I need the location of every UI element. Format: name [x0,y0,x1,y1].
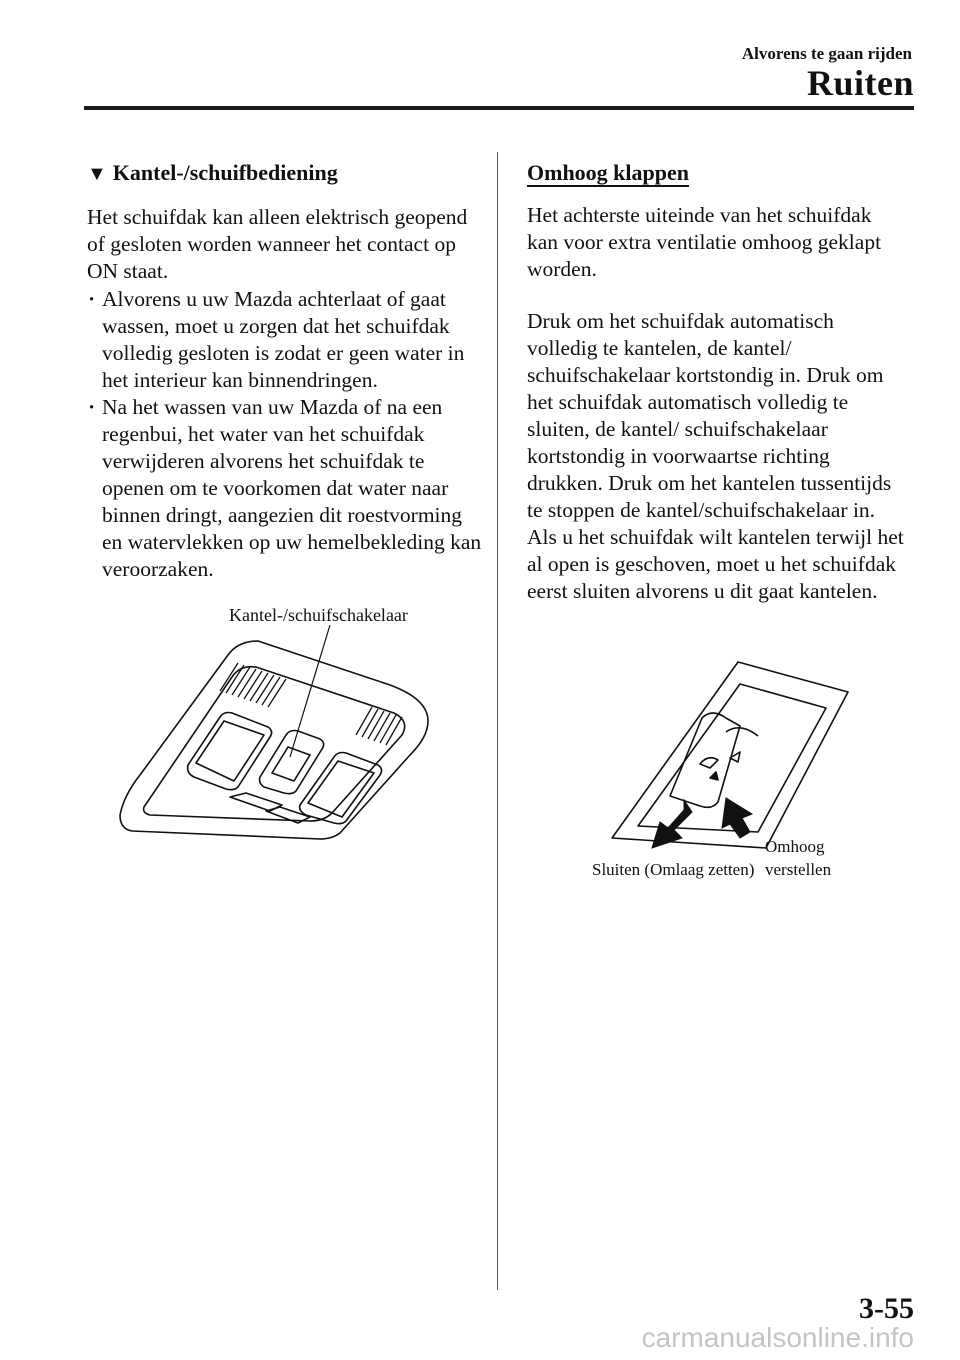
switch-top-cap [726,728,758,736]
paragraph-tilt-instructions: Druk om het schuifdak automatisch volledig te kantelen, de kantel/ schuifschakelaar kortstondig in. Druk om het schuifdak automatisch volledig te sluiten, de kantel/ schuifschakelaar kortstondig in voorwaartse richting drukken. Druk om het kantelen tussentijds te stoppen de kantel/schuifschakelaar in. Als u het schuifdak wilt kantelen terwijl het al open is geschoven, moet u het schuifdak eerst sluiten alvorens u dit gaat kantelen. [527,309,904,603]
figure-raise-label [765,835,831,881]
bullet-text: Alvorens u uw Mazda achterlaat of gaat wassen, moet u zorgen dat het schuifdak volledig gesloten is zodat er geen water in het interieur kan binnendringen. [102,287,465,392]
bullet-dot-icon: · [88,287,96,311]
left-lamp-inner [196,721,264,781]
bullet-item [87,394,482,583]
figure-raise-label-line1: Omhoog [765,837,825,856]
watermark: carmanualsonline.info [641,1322,914,1353]
section-heading-text: Kantel-/schuifbediening [112,160,338,185]
right-lamp [300,753,382,824]
triangle-marker-icon: ▼ [87,163,107,185]
section-title: Alvorens te gaan rijden [741,44,912,63]
header-rule [84,106,914,110]
column-divider [497,152,498,1290]
tilt-switch-figure [590,660,850,860]
paragraph-tilt-intro: Het achterste uiteinde van het schuifdak kan voor extra ventilatie omhoog geklapt worden. [527,203,882,281]
section-heading [87,160,338,186]
page-number: 3-55 [859,1292,914,1325]
right-lamp-inner [308,761,374,817]
switch-marker-icon [710,772,718,780]
raise-arrow-icon [722,798,752,838]
figure-raise-label-line2: verstellen [765,860,832,879]
intro-paragraph: Het schuifdak kan alleen elektrisch geopend of gesloten worden wanneer het contact op ON staat. [87,205,468,283]
figure-close-label: Sluiten (Omlaag zetten) [592,860,755,879]
overhead-console-figure [110,625,440,855]
bullet-dot-icon: · [88,395,96,419]
page-title: Ruiten [806,63,914,103]
bullet-text: Na het wassen van uw Mazda of na een regenbui, het water van het schuifdak verwijderen alvorens het schuifdak te openen om te voorkomen dat water naar binnen dringt, aangezien dit roestvorming en watervlekken op uw hemelbekleding kan veroorzaken. [102,395,482,581]
close-arrow-icon [652,800,692,848]
callout-line [290,625,330,757]
left-vent-slats [220,663,286,707]
figure-switch-label: Kantel-/schuifschakelaar [229,605,408,625]
subheading-tilt-up: Omhoog klappen [527,160,689,185]
bullet-item [87,286,482,394]
bullet-list [87,286,482,583]
tilt-symbol-icon [700,758,718,768]
console-inner-outline [144,667,405,821]
